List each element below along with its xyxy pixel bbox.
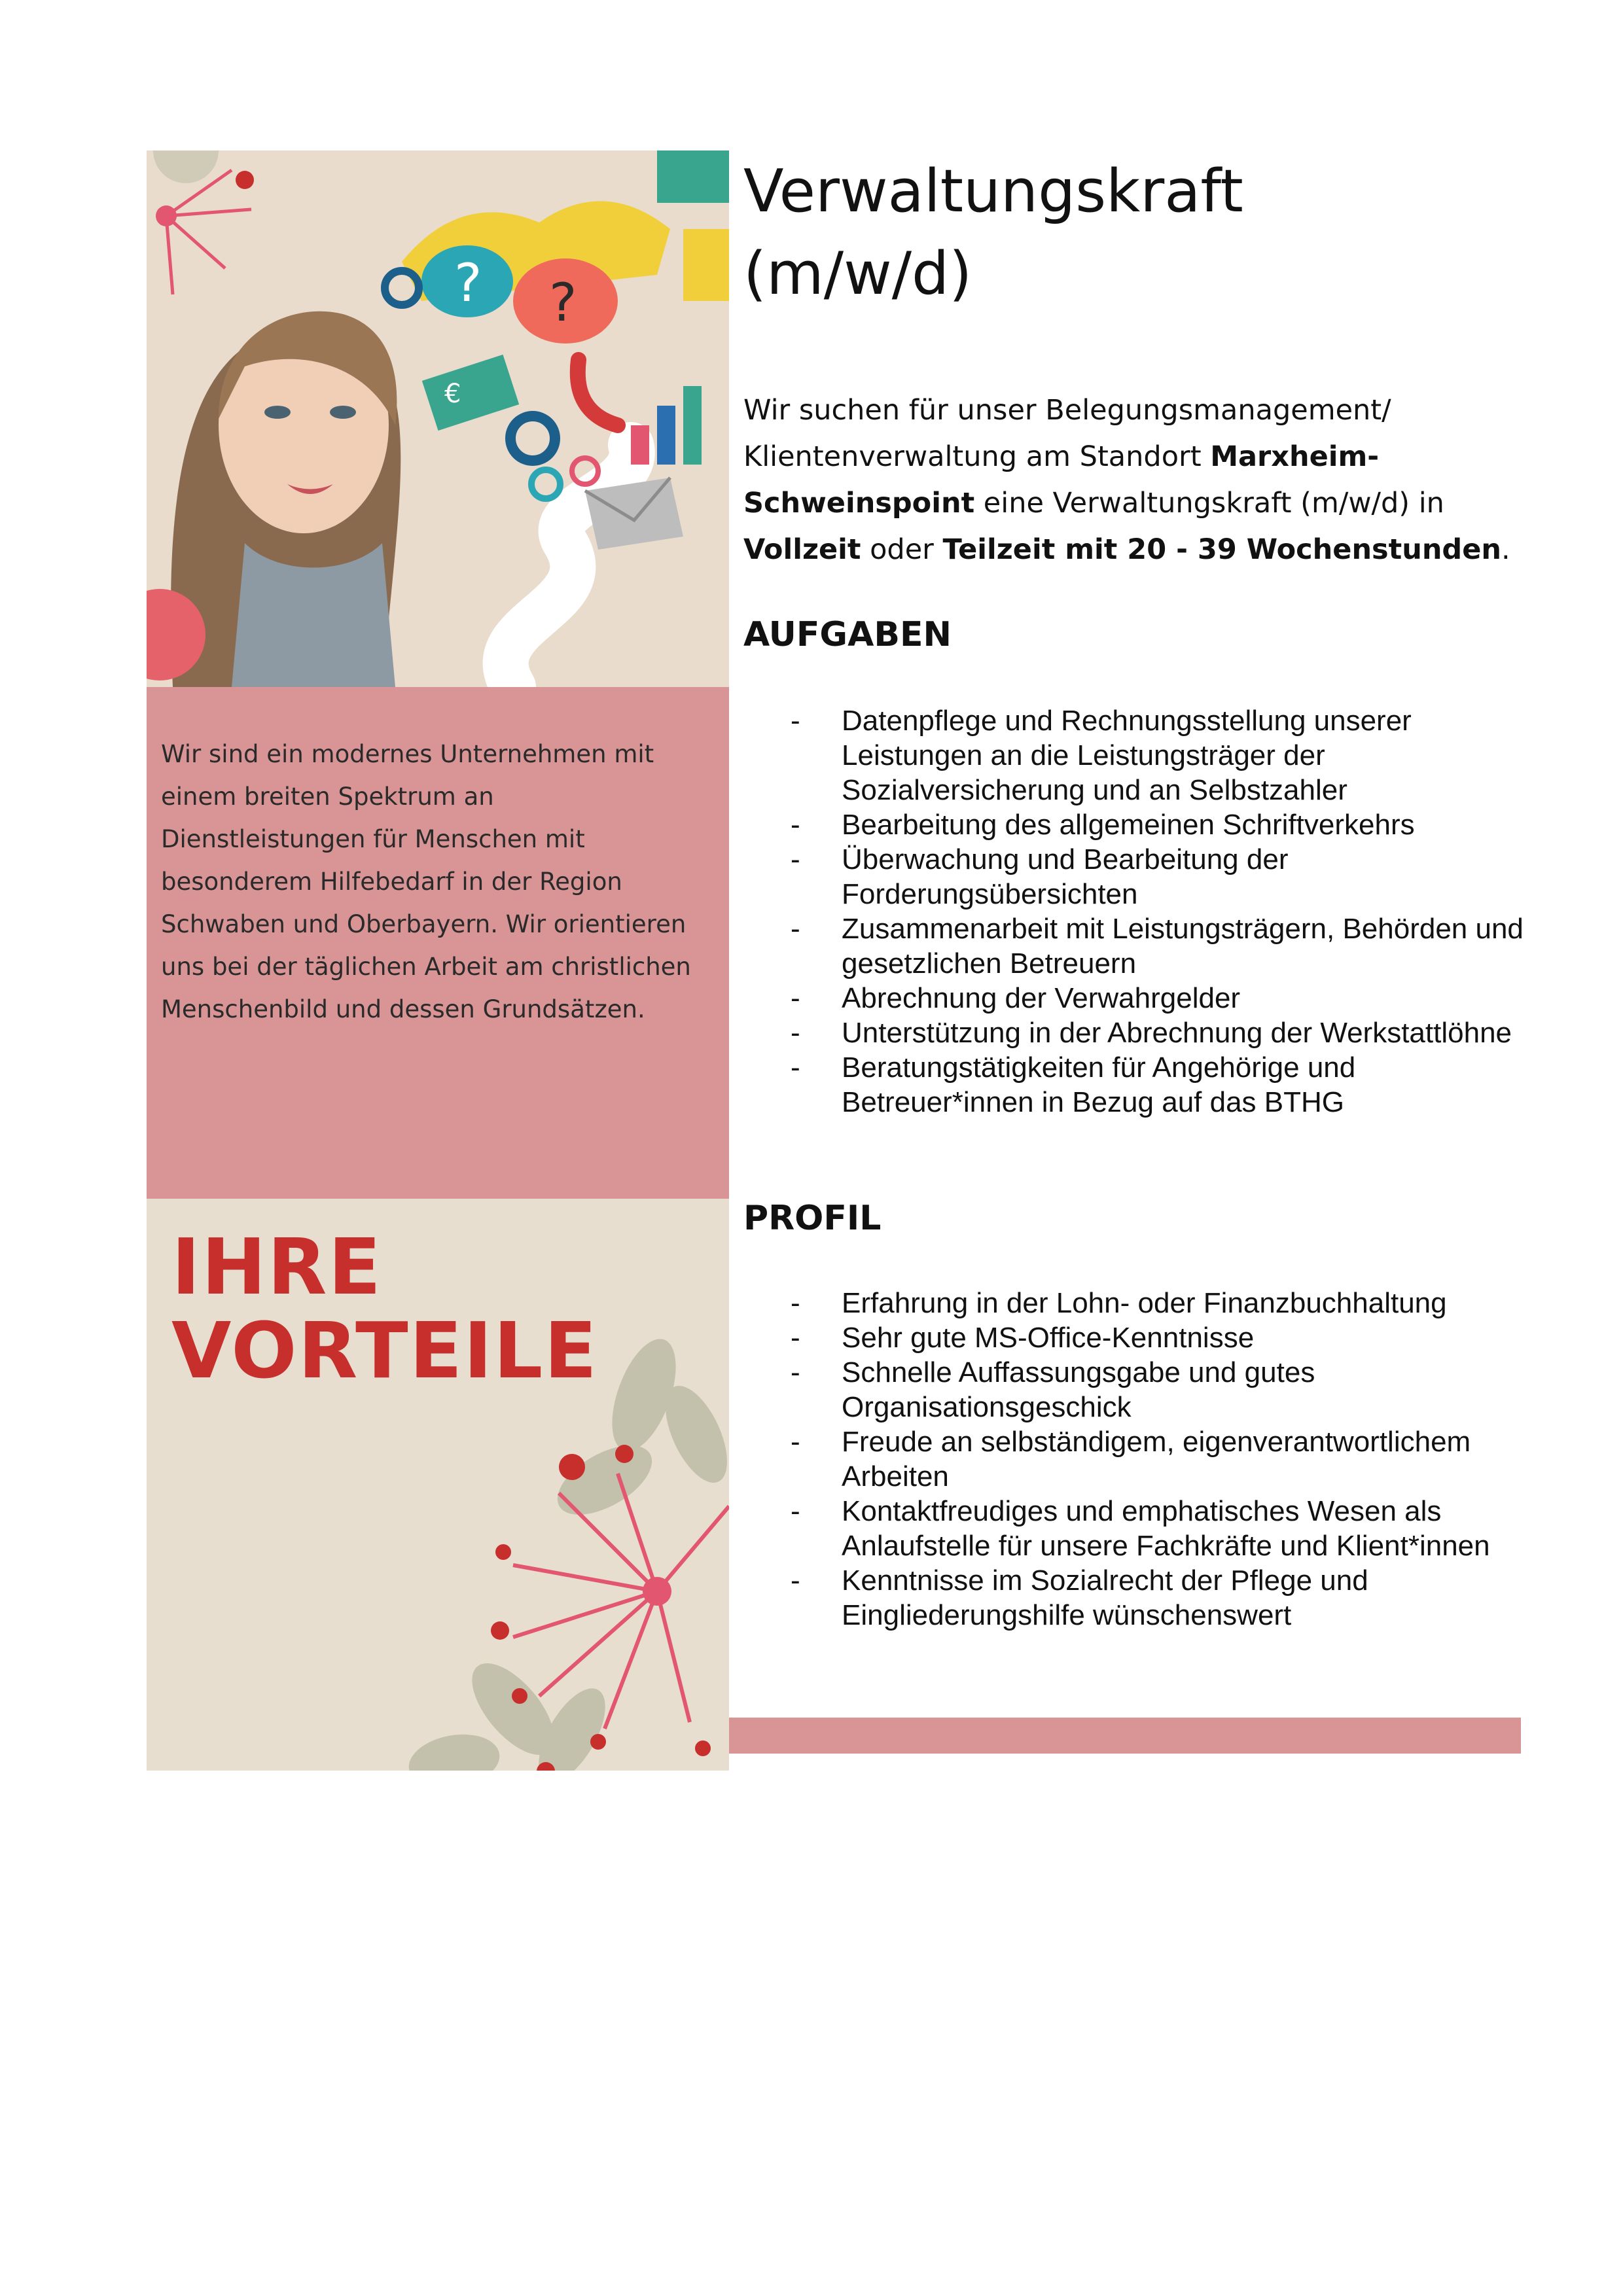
task-item: - Abrechnung der Verwahrgelder — [785, 981, 1525, 1016]
task-item: - Bearbeitung des allgemeinen Schriftverkehrs — [785, 807, 1525, 842]
job-title-line1: Verwaltungskraft — [743, 157, 1243, 226]
job-title — [743, 150, 1243, 315]
svg-text:?: ? — [454, 253, 482, 313]
intro-text-4: . — [1501, 533, 1510, 566]
job-intro — [743, 387, 1516, 573]
benefits-title — [171, 1222, 598, 1396]
intro-fulltime: Vollzeit — [743, 533, 861, 566]
tasks-list — [785, 703, 1525, 1120]
profile-list — [785, 1286, 1525, 1633]
svg-text:?: ? — [549, 272, 577, 333]
company-about-panel — [147, 687, 729, 1199]
task-item: - Datenpflege und Rechnungsstellung unserer Leistungen an die Leistungsträger der Sozialversicherung und an Selbstzahler — [785, 703, 1525, 807]
task-item: - Zusammenarbeit mit Leistungsträgern, Behörden und gesetzlichen Betreuern — [785, 911, 1525, 981]
task-item: - Unterstützung in der Abrechnung der Werkstattlöhne — [785, 1016, 1525, 1050]
intro-text-2: eine Verwaltungskraft (m/w/d) in — [974, 487, 1444, 520]
profile-heading: PROFIL — [743, 1199, 882, 1238]
tasks-heading: AUFGABEN — [743, 615, 952, 654]
benefits-title-line2: VORTEILE — [171, 1305, 598, 1396]
profile-item: - Erfahrung in der Lohn- oder Finanzbuchhaltung — [785, 1286, 1525, 1320]
benefits-panel — [147, 1199, 729, 1771]
profile-item: - Kenntnisse im Sozialrecht der Pflege und Eingliederungshilfe wünschenswert — [785, 1563, 1525, 1633]
bottom-accent-bar — [729, 1718, 1521, 1754]
woman-with-ideas-illustration — [147, 150, 729, 687]
profile-item: - Sehr gute MS-Office-Kenntnisse — [785, 1320, 1525, 1355]
task-item: - Überwachung und Bearbeitung der Forderungsübersichten — [785, 842, 1525, 911]
task-item: - Beratungstätigkeiten für Angehörige und Betreuer*innen in Bezug auf das BTHG — [785, 1050, 1525, 1120]
intro-parttime: Teilzeit mit 20 - 39 Wochenstunden — [942, 533, 1501, 566]
profile-item: - Kontaktfreudiges und emphatisches Wesen als Anlaufstelle für unsere Fachkräfte und Klient*innen — [785, 1494, 1525, 1563]
intro-text-1: Wir suchen für unser Belegungsmanagement/ Klientenverwaltung am Standort — [743, 394, 1391, 473]
profile-item: - Freude an selbständigem, eigenverantwortlichem Arbeiten — [785, 1424, 1525, 1494]
benefits-title-line1: IHRE — [171, 1222, 383, 1312]
header-illustration — [147, 150, 729, 687]
company-description: Wir sind ein modernes Unternehmen mit einem breiten Spektrum an Dienstleistungen für Menschen mit besonderem Hilfebedarf in der Region Schwaben und Oberbayern. Wir orientieren uns bei der täglichen Arbeit am christlichen Menschenbild und dessen Grundsätzen. — [161, 740, 691, 1023]
intro-text-3: oder — [861, 533, 943, 566]
intro-location: Marxheim-Schweinspoint — [743, 440, 1380, 520]
profile-item: - Schnelle Auffassungsgabe und gutes Organisationsgeschick — [785, 1355, 1525, 1424]
svg-text:€: € — [444, 379, 461, 409]
job-title-line2: (m/w/d) — [743, 239, 972, 308]
